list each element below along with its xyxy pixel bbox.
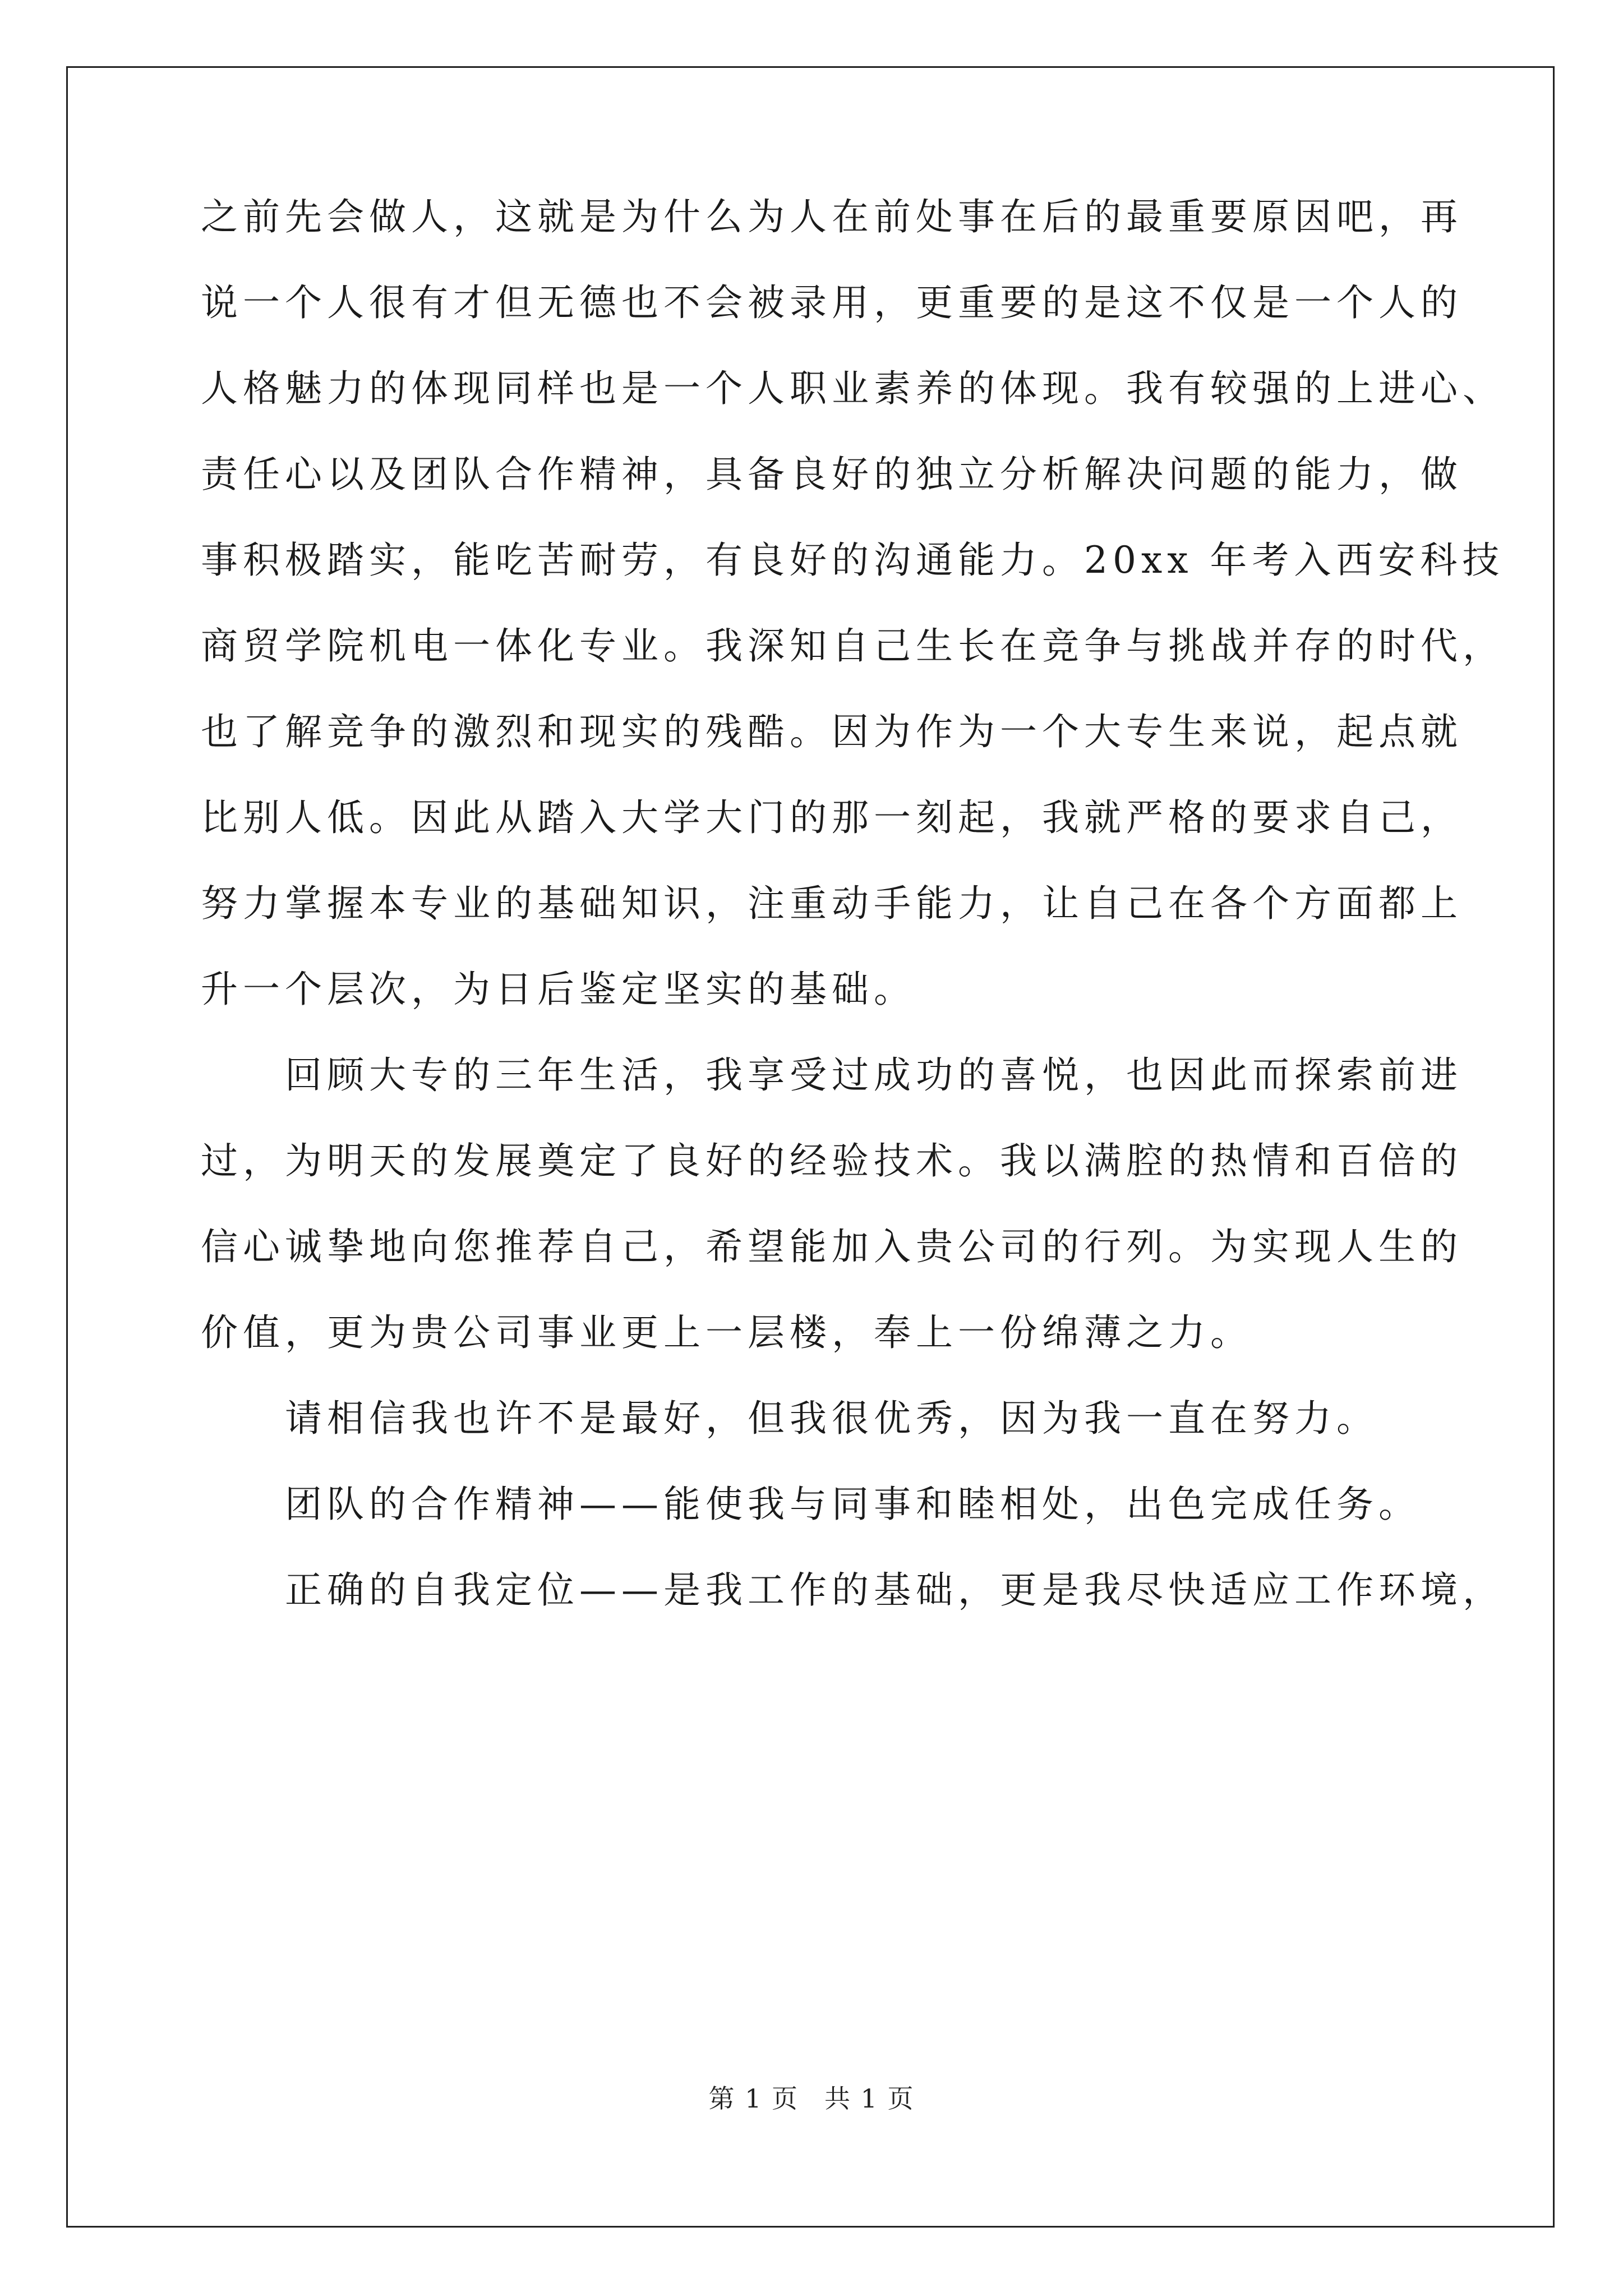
text-line: 努力掌握本专业的基础知识，注重动手能力，让自己在各个方面都上 xyxy=(201,882,1463,925)
text-line: 升一个层次，为日后鉴定坚实的基础。 xyxy=(201,968,916,1011)
page-total: 共 1 页 xyxy=(824,2083,915,2114)
text-line: 说一个人很有才但无德也不会被录用，更重要的是这不仅是一个人的 xyxy=(201,281,1463,324)
text-line: 商贸学院机电一体化专业。我深知自己生长在竞争与挑战并存的时代， xyxy=(201,624,1505,668)
page-number: 第 1 页 xyxy=(708,2083,799,2114)
text-line: 之前先会做人，这就是为什么为人在前处事在后的最重要原因吧，再 xyxy=(201,195,1463,238)
text-line: 也了解竞争的激烈和现实的残酷。因为作为一个大专生来说，起点就 xyxy=(201,710,1463,753)
text-line: 请相信我也许不是最好，但我很优秀，因为我一直在努力。 xyxy=(285,1397,1378,1440)
text-line: 过，为明天的发展奠定了良好的经验技术。我以满腔的热情和百倍的 xyxy=(201,1139,1463,1182)
text-line: 正确的自我定位——是我工作的基础，更是我尽快适应工作环境， xyxy=(285,1568,1505,1612)
text-line: 信心诚挚地向您推荐自己，希望能加入贵公司的行列。为实现人生的 xyxy=(201,1225,1463,1268)
text-line: 比别人低。因此从踏入大学大门的那一刻起，我就严格的要求自己， xyxy=(201,796,1463,839)
page-footer xyxy=(0,2083,1623,2114)
text-line: 回顾大专的三年生活，我享受过成功的喜悦，也因此而探索前进 xyxy=(285,1053,1463,1097)
text-line: 事积极踏实，能吃苦耐劳，有良好的沟通能力。20xx 年考入西安科技 xyxy=(201,539,1505,582)
text-line: 人格魅力的体现同样也是一个人职业素养的体现。我有较强的上进心、 xyxy=(201,367,1505,410)
text-line: 价值，更为贵公司事业更上一层楼，奉上一份绵薄之力。 xyxy=(201,1311,1252,1354)
text-line: 团队的合作精神——能使我与同事和睦相处，出色完成任务。 xyxy=(285,1483,1421,1526)
text-line: 责任心以及团队合作精神，具备良好的独立分析解决问题的能力，做 xyxy=(201,453,1463,496)
